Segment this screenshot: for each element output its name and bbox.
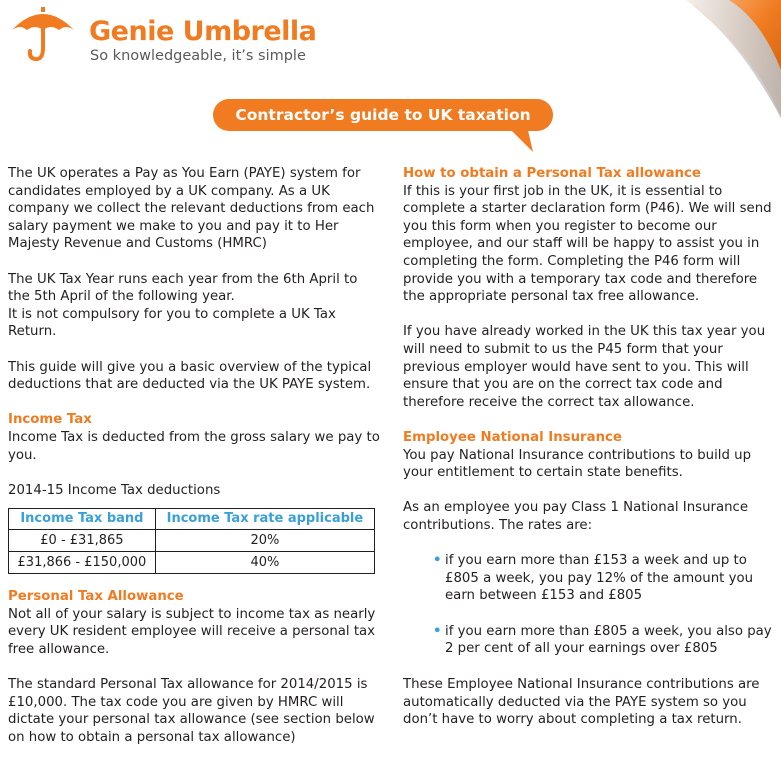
left-column [8,165,383,764]
table-header-rate: Income Tax rate applicable [155,509,374,530]
table-header-row [9,509,375,530]
table-header-band: Income Tax band [9,509,156,530]
personal-tax-allowance-section [8,588,383,658]
list-item-text: if you earn more than £153 a week and up to £805 a week, you pay 12% of the amount you earn between £153 and £805 [445,553,754,604]
p45-paragraph: If you have already worked in the UK this tax year you will need to submit to us the P45 form that your previous employer would have sent to you. This will ensure that you are on the correct tax code and therefore receive the correct tax allowance. [403,324,766,410]
right-column [403,165,778,746]
brand-tagline: So knowledgeable, it’s simple [90,48,306,64]
personal-tax-allowance-text: Not all of your salary is subject to income tax as nearly every UK resident employee will receive a personal tax free allowance. [8,606,376,658]
bullet-icon: • [433,553,442,569]
tax-return-text: It is not compulsory for you to complete a UK Tax Return. [8,306,336,340]
class1-paragraph: As an employee you pay Class 1 National Insurance contributions. The rates are: [403,500,749,533]
obtain-allowance-text: If this is your first job in the UK, it is essential to complete a starter declaration form (P46). We will send you this form when you register to become our employee, and our staff will be happy to assist you in completing the form. Completing the P46 form will provide you with a temporary tax code and therefore the appropriate personal tax free allowance. [403,183,772,305]
table-cell: £0 - £31,865 [9,530,156,552]
umbrella-icon [8,4,78,66]
income-tax-heading: Income Tax [8,412,92,428]
brand-name: Genie Umbrella [89,16,317,47]
table-cell: 40% [155,552,374,574]
income-tax-section [8,411,383,464]
banner-tail-decoration [505,126,535,152]
obtain-allowance-section [403,165,778,306]
paye-deduction-paragraph: These Employee National Insurance contributions are automatically deducted via the PAYE system so you don’t have to worry about completing a tax return. [403,677,760,728]
table-row [9,530,375,552]
page-curl-decoration [669,0,781,118]
page-title-banner: Contractor’s guide to UK taxation [213,99,553,131]
table-cell: 20% [155,530,374,552]
income-tax-table [8,508,375,574]
list-item-text: if you earn more than £805 a week, you also pay 2 per cent of all your earnings over £805 [445,623,772,657]
tax-year-paragraph [8,271,383,341]
deductions-title: 2014-15 Income Tax deductions [8,482,221,498]
table-cell: £31,866 - £150,000 [9,552,156,574]
national-insurance-section [403,429,778,482]
national-insurance-text: You pay National Insurance contributions to build up your entitlement to certain state benefits. [403,447,752,481]
obtain-allowance-heading: How to obtain a Personal Tax allowance [403,166,701,181]
tax-year-text: The UK Tax Year runs each year from the 6th April to the 5th April of the following year. [8,271,358,305]
list-item [433,552,778,605]
list-item [433,623,778,658]
intro-paragraph: The UK operates a Pay as You Earn (PAYE) system for candidates employed by a UK company. As a UK company we collect the relevant deductions from each salary payment we make to you and pay it to Her Majesty Revenue and Customs (HMRC) [8,166,375,252]
standard-allowance-paragraph: The standard Personal Tax allowance for 2014/2015 is £10,000. The tax code you are given by HMRC will dictate your personal tax allowance (see section below on how to obtain a personal tax allowance) [8,677,375,746]
income-tax-text: Income Tax is deducted from the gross salary we pay to you. [8,429,380,463]
personal-tax-allowance-heading: Personal Tax Allowance [8,589,184,605]
ni-rates-list [433,552,778,658]
table-row [9,552,375,574]
national-insurance-heading: Employee National Insurance [403,429,622,445]
bullet-icon: • [433,623,442,639]
overview-paragraph: This guide will give you a basic overview of the typical deductions that are deducted via the UK PAYE system. [8,359,372,393]
